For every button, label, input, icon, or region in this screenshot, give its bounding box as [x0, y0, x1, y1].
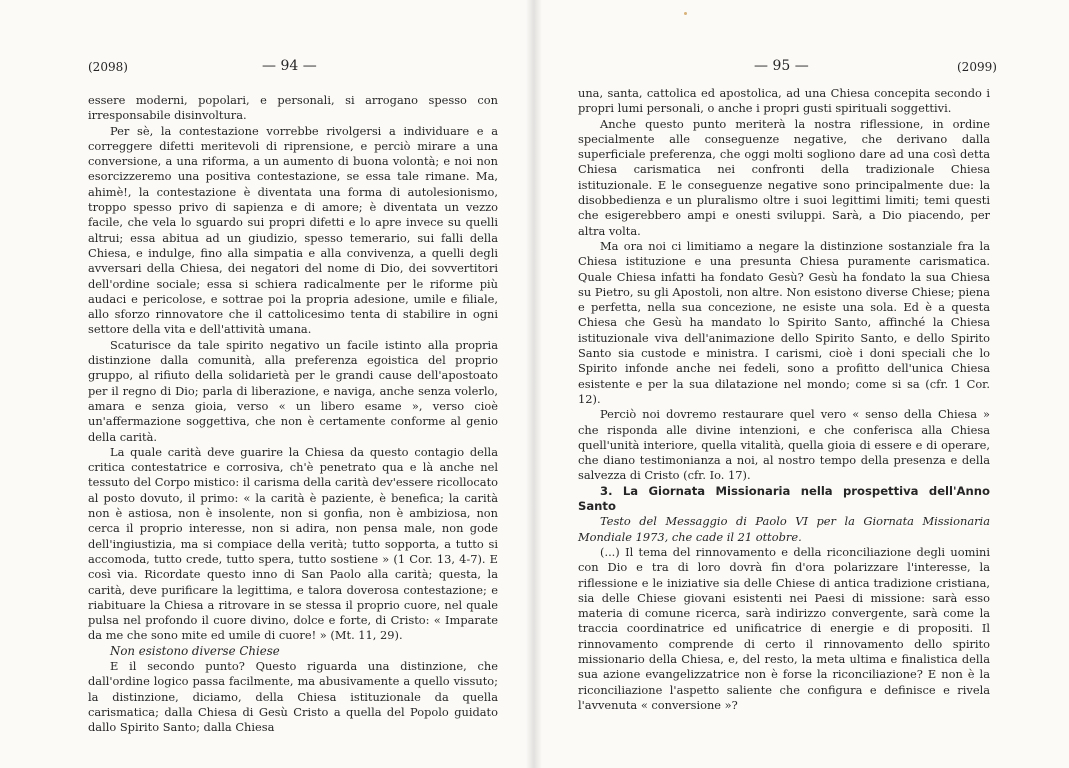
right-paragraph: Perciò noi dovremo restaurare quel vero « senso della Chiesa » che risponda alle divine intenzioni, e che conferisca alla Chiesa quell'unità interiore, quella vitalità, quella gioia di essere e di operare, che diano testimonianza a noi, al nostro tempo della presenza e della salvezza di Cristo (cfr. Io. 17).: [578, 407, 990, 483]
subheading: Non esistono diverse Chiese: [110, 643, 280, 658]
right-paragraph: (...) Il tema del rinnovamento e della riconciliazione degli uomini con Dio e tra di loro dovrà fin d'ora polarizzare l'interesse, la riflessione e le iniziative sia delle Chiese di antica tradizione cristiana, sia delle Chiese giovani esistenti nei Paesi di missione: sarà esso materia di comune ricerca, sarà indirizzo convergente, sarà come la traccia coordinatrice ed unificatrice di energie e di propositi. Il rinnovamento comprende di certo il rinnovamento dello spirito missionario della Chiesa, e, del resto, la meta ultima e finalistica della sua azione evangelizzatrice non è forse la riconciliazione? E non è la riconciliazione l'aspetto saliente che configura e definisce e rivela l'avvenuta « conversione »?: [578, 544, 990, 712]
right-paragraph: una, santa, cattolica ed apostolica, ad una Chiesa concepita secondo i propri lumi personali, o anche i propri gusti spirituali soggettivi.: [578, 86, 990, 116]
right-page: [534, 0, 1069, 768]
right-page-code: (2099): [957, 60, 997, 74]
right-paragraph: Ma ora noi ci limitiamo a negare la distinzione sostanziale fra la Chiesa istituzione e una presunta Chiesa puramente carismatica. Quale Chiesa infatti ha fondato Gesù? Gesù ha fondato la sua Chiesa su Pietro, su gli Apostoli, non altre. Non esistono diverse Chiese; piena e perfetta, nella sua concezione, ne esiste una sola. Ed è a questa Chiesa che Gesù ha mandato lo Spirito Santo, affinché la Chiesa istituzionale viva dell'animazione dello Spirito Santo, e dello Spirito Santo sia custode e ministra. I carismi, cioè i doni speciali che lo Spirito infonde anche nei fedeli, sono a profitto dell'unica Chiesa esistente e per la sua dilatazione nel mondo; come si sa (cfr. 1 Cor. 12).: [578, 238, 990, 406]
left-paragraph: La quale carità deve guarire la Chiesa da questo contagio della critica contestatrice e corrosiva, ch'è penetrato qua e là anche nel tessuto del Corpo mistico: il carisma della carità dev'essere ricollocato al posto dovuto, il primo: « la carità è paziente, è benefica; la carità non è astiosa, non è insolente, non si gonfia, non è ambiziosa, non cerca il proprio interesse, non si adira, non pensa male, non gode dell'ingiustizia, ma si compiace della verità; tutto sopporta, a tutto si accomoda, tutto crede, tutto spera, tutto sostiene » (1 Cor. 13, 4-7). E così via. Ricordate questo inno di San Paolo alla carità; questa, la carità, deve purificare la legittima, e talora doverosa contestazione; e riabituare la Chiesa a ritrovare in se stessa il proprio cuore, nel quale pulsa nel profondo il cuore divino, dolce e forte, di Cristo: « Imparate da me che sono mite ed umile di cuore! » (Mt. 11, 29).: [88, 444, 498, 643]
book-gutter: [526, 0, 542, 768]
right-paragraph: Anche questo punto meriterà la nostra riflessione, in ordine specialmente alle conseguenze negative, che derivano dalla superficiale preferenza, che oggi molti sogliono dare ad una così detta Chiesa carismatica nei confronti della tradizionale Chiesa istituzionale. E le conseguenze negative sono principalmente due: la disobbedienza e un pluralismo oltre i suoi legittimi limiti; temi questi che esigerebbero ampi e onesti sviluppi. Sarà, a Dio piacendo, per altra volta.: [578, 116, 990, 238]
left-paragraph: Scaturisce da tale spirito negativo un facile istinto alla propria distinzione dalla comunità, alla preferenza egoistica del proprio gruppo, al rifiuto della solidarietà per le grandi cause dell'apostoato per il regno di Dio; parla di liberazione, e naviga, anche senza volerlo, amara e senza gioia, verso « un libero esame », verso cioè un'affermazione soggettiva, che non è certamente conforme al genio della carità.: [88, 337, 498, 444]
left-paragraph: Per sè, la contestazione vorrebbe rivolgersi a individuare e a correggere difetti meritevoli di riprensione, e perciò mirare a una conversione, a una riforma, a un aumento di buona volontà; e noi non esorcizzeremo una positiva contestazione, se essa tale rimane. Ma, ahimè!, la contestazione è diventata una forma di autolesionismo, troppo spesso privo di sapienza e di amore; è diventata un vezzo facile, che vela lo sguardo sui propri difetti e lo apre invece su quelli altrui; essa abitua ad un giudizio, spesso temerario, sui falli della Chiesa, e indulge, fino alla simpatia e alla convivenza, a quelli degli avversari della Chiesa, dei negatori del nome di Dio, dei sovvertitori dell'ordine sociale; essa si schiera radicalmente per le riforme più audaci e pericolose, e sottrae poi la propria adesione, umile e filiale, allo sforzo rinnovatore che il cattolicesimo tenta di stabilire in ogni settore della vita e dell'attività umana.: [88, 123, 498, 337]
left-page-body: [88, 93, 498, 735]
section-intro: Testo del Messaggio di Paolo VI per la Giornata Missionaria Mondiale 1973, che cade il 21 ottobre.: [578, 514, 990, 544]
right-page-number: — 95 —: [754, 58, 809, 74]
left-paragraph: E il secondo punto? Questo riguarda una distinzione, che dall'ordine logico passa facilmente, ma abusivamente a quello vissuto; la distinzione, diciamo, della Chiesa istituzionale da quella carismatica; dalla Chiesa di Gesù Cristo a quella del Popolo guidato dallo Spirito Santo; dalla Chiesa: [88, 658, 498, 735]
paper-speck: [684, 12, 687, 15]
left-paragraph: essere moderni, popolari, e personali, si arrogano spesso con irresponsabile disinvoltura.: [88, 93, 498, 123]
left-page: [0, 0, 534, 768]
right-page-body: [578, 86, 990, 713]
left-page-number: — 94 —: [262, 58, 317, 74]
left-page-code: (2098): [88, 60, 128, 74]
section-title: 3. La Giornata Missionaria nella prospettiva dell'Anno Santo: [578, 483, 990, 514]
